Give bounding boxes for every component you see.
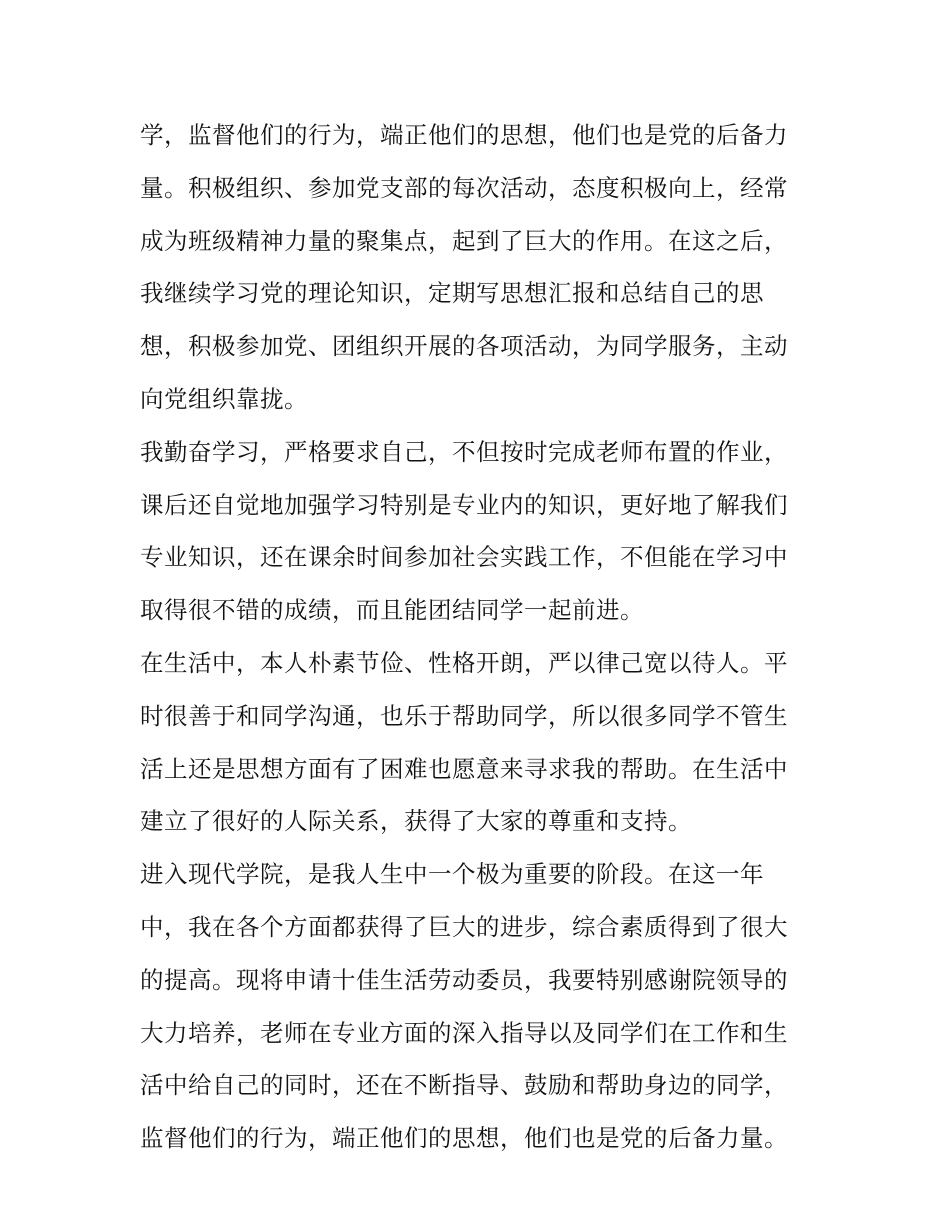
paragraph — [140, 637, 820, 848]
text-line: 建立了很好的人际关系，获得了大家的尊重和支持。 — [140, 807, 692, 836]
text-line: 时很善于和同学沟通，也乐于帮助同学，所以很多同学不管生 — [140, 701, 788, 730]
text-line: 中，我在各个方面都获得了巨大的进步，综合素质得到了很大 — [140, 912, 788, 941]
text-line: 量。积极组织、参加党支部的每次活动，态度积极向上，经常 — [140, 173, 788, 202]
paragraph — [140, 109, 820, 426]
text-line: 大力培养，老师在专业方面的深入指导以及同学们在工作和生 — [140, 1018, 788, 1047]
text-line: 进入现代学院，是我人生中一个极为重要的阶段。在这一年 — [140, 860, 764, 889]
text-line: 活中给自己的同时，还在不断指导、鼓励和帮助身边的同学， — [140, 1071, 788, 1100]
text-line: 向党组织靠拢。 — [140, 384, 308, 413]
text-line: 成为班级精神力量的聚集点，起到了巨大的作用。在这之后， — [140, 226, 788, 255]
paragraph — [140, 426, 820, 637]
text-line: 的提高。现将申请十佳生活劳动委员，我要特别感谢院领导的 — [140, 965, 788, 994]
document-body — [140, 109, 820, 1165]
text-line: 监督他们的行为，端正他们的思想，他们也是党的后备力量。 — [140, 1124, 788, 1153]
text-line: 学，监督他们的行为，端正他们的思想，他们也是党的后备力 — [140, 121, 788, 149]
text-line: 专业知识，还在课余时间参加社会实践工作，不但能在学习中 — [140, 543, 788, 572]
text-line: 想，积极参加党、团组织开展的各项活动，为同学服务，主动 — [140, 332, 788, 361]
text-line: 我继续学习党的理论知识，定期写思想汇报和总结自己的思 — [140, 279, 764, 308]
text-line: 取得很不错的成绩，而且能团结同学一起前进。 — [140, 596, 644, 625]
paragraph — [140, 848, 820, 1165]
text-line: 我勤奋学习，严格要求自己，不但按时完成老师布置的作业， — [140, 437, 788, 466]
text-line: 活上还是思想方面有了困难也愿意来寻求我的帮助。在生活中 — [140, 754, 788, 783]
text-line: 在生活中，本人朴素节俭、性格开朗，严以律己宽以待人。平 — [140, 648, 788, 677]
text-line: 课后还自觉地加强学习特别是专业内的知识，更好地了解我们 — [140, 490, 788, 519]
